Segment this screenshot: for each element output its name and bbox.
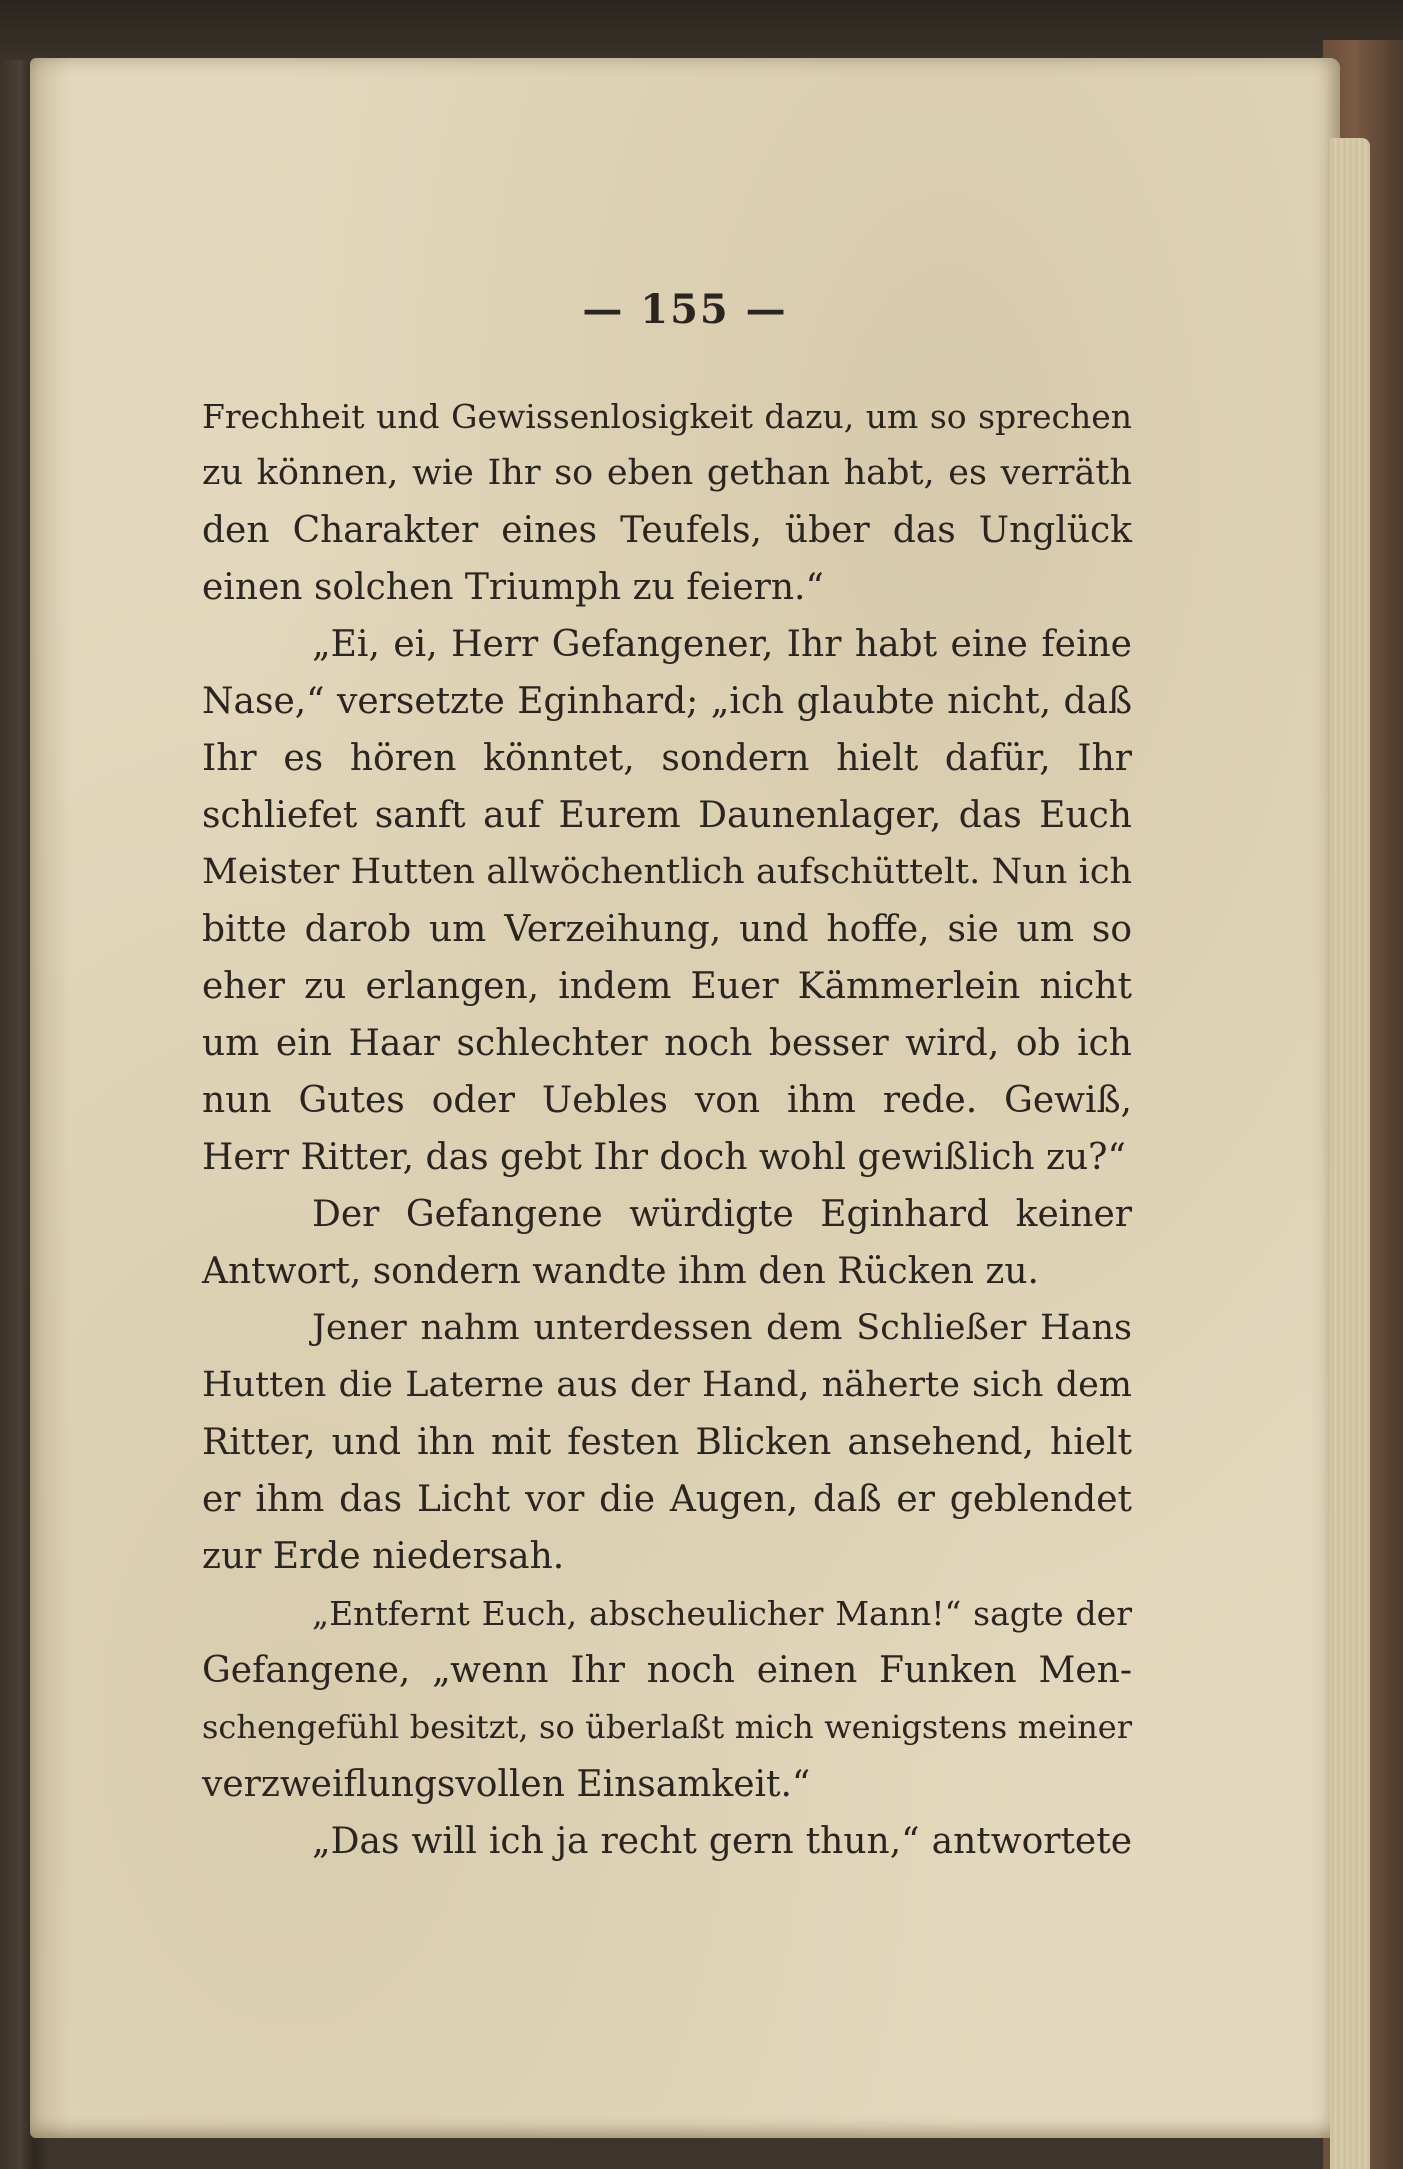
text-line: Der Gefangene würdigte Eginhard keiner: [312, 1194, 1132, 1235]
text-line: Ihr es hören könntet, sondern hielt dafür, Ihr: [202, 738, 1132, 779]
text-line: Antwort, sondern wandte ihm den Rücken zu.: [202, 1251, 1039, 1292]
text-line: schliefet sanft auf Eurem Daunenlager, das Euch: [202, 795, 1132, 836]
text-line: verzweiflungsvollen Einsamkeit.“: [202, 1764, 811, 1805]
text-line: „Ei, ei, Herr Gefangener, Ihr habt eine feine: [312, 624, 1132, 665]
book-page: [30, 58, 1340, 2138]
page-stack-edge: [1330, 138, 1370, 2169]
body-text: [202, 388, 1132, 1870]
text-line: Herr Ritter, das gebt Ihr doch wohl gewißlich zu?“: [202, 1137, 1126, 1178]
text-line: zu können, wie Ihr so eben gethan habt, es verräth: [202, 453, 1132, 493]
text-line: zur Erde niedersah.: [202, 1536, 565, 1577]
page-number: — 155 —: [582, 286, 788, 333]
text-line: bitte darob um Verzeihung, und hoffe, sie um so: [202, 909, 1132, 950]
book-cover-top: [0, 0, 1403, 60]
text-line: nun Gutes oder Uebles von ihm rede. Gewiß,: [202, 1080, 1132, 1121]
text-line: Jener nahm unterdessen dem Schließer Hans: [312, 1308, 1132, 1348]
text-line: Meister Hutten allwöchentlich aufschüttelt. Nun ich: [202, 852, 1132, 892]
text-line: er ihm das Licht vor die Augen, daß er geblendet: [202, 1479, 1132, 1520]
text-line: Hutten die Laterne aus der Hand, näherte sich dem: [202, 1365, 1132, 1405]
text-line: „Das will ich ja recht gern thun,“ antwortete: [312, 1821, 1132, 1862]
text-line: eher zu erlangen, indem Euer Kämmerlein nicht: [202, 966, 1132, 1007]
text-line: Frechheit und Gewissenlosigkeit dazu, um so sprechen: [202, 397, 1132, 436]
text-line: Nase,“ versetzte Eginhard; „ich glaubte nicht, daß: [202, 681, 1132, 722]
text-line: schengefühl besitzt, so überlaßt mich wenigstens meiner: [202, 1708, 1132, 1746]
text-line: den Charakter eines Teufels, über das Unglück: [202, 510, 1132, 551]
text-line: „Entfernt Euch, abscheulicher Mann!“ sagte der: [312, 1594, 1132, 1633]
text-line: um ein Haar schlechter noch besser wird, ob ich: [202, 1023, 1132, 1064]
text-line: Ritter, und ihn mit festen Blicken ansehend, hielt: [202, 1422, 1132, 1463]
text-line: einen solchen Triumph zu feiern.“: [202, 567, 824, 608]
text-line: Gefangene, „wenn Ihr noch einen Funken Men-: [202, 1650, 1132, 1691]
